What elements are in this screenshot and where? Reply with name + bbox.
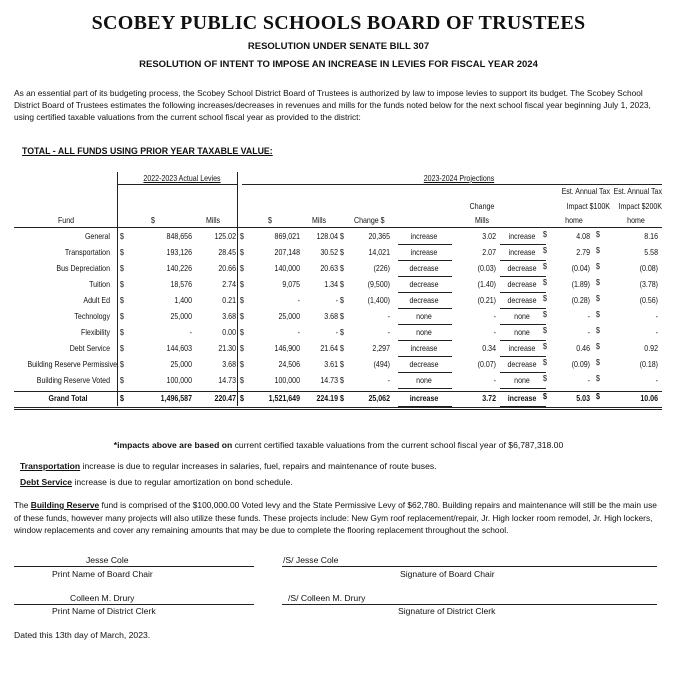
dollar-sign: $ [596,310,600,319]
dated-line: Dated this 13th day of March, 2023. [14,630,151,640]
dollar-sign: $ [120,328,124,337]
dollar-sign: $ [240,312,244,321]
clerk-name-line [14,604,254,605]
dollar-sign: $ [596,392,600,401]
group-header-actual: 2022-2023 Actual Levies [143,174,221,183]
change-amount: 20,365 [368,232,390,241]
change-amount: - [387,312,390,321]
prior-mills: 3.68 [222,360,236,369]
change-amount: - [387,328,390,337]
projected-amount: - [297,296,300,305]
mills-change: 3.02 [482,232,496,241]
impact-100k: 0.46 [576,344,590,353]
divider-fund [117,172,118,406]
dollar-sign: $ [120,232,124,241]
change-amount: (9,500) [367,280,390,289]
change-direction-underline [398,324,452,325]
impact-100k: 5.03 [576,394,590,403]
prior-amount: 100,000 [166,376,192,385]
mills-direction: decrease [507,296,537,305]
dollar-sign: $ [543,358,547,367]
projected-amount: 140,000 [274,264,300,273]
group-underline-projections [242,184,662,185]
chair-signature-line [282,566,657,567]
total-top-line [14,391,662,392]
header-impact200-line2: Impact $200K [618,202,662,211]
dollar-sign: $ [340,360,344,369]
dollar-sign: $ [240,376,244,385]
projected-mills: 30.52 [320,248,338,257]
header-prior-mills: Mills [206,216,221,225]
projected-mills: 3.61 [324,360,338,369]
mills-change: (0.03) [477,264,496,273]
debt-service-text: increase is due to regular amortization on bond schedule. [72,477,293,487]
prior-amount: 848,656 [166,232,192,241]
impact-200k: - [655,376,658,385]
projected-mills: 21.64 [320,344,338,353]
mills-direction-underline [500,324,546,325]
impact-200k: (3.78) [639,280,658,289]
dollar-sign: $ [120,248,124,257]
dollar-sign: $ [240,394,244,403]
change-direction: decrease [409,360,439,369]
dollar-sign: $ [340,232,344,241]
impact-200k: 0.92 [644,344,658,353]
debt-service-paragraph [20,477,660,487]
mills-direction: increase [508,232,536,241]
impact-200k: (0.56) [639,296,658,305]
prior-amount: 1,400 [174,296,192,305]
change-amount: 25,062 [368,394,390,403]
projected-mills: - [335,296,338,305]
mills-direction: increase [507,394,537,403]
intro-paragraph: As an essential part of its budgeting process, the Scobey School District Board of Trustees is authorized by law to impose levies to support its budget. The Scobey School District Board of Trustees estimates the following increases/decreases in revenues and mills for the funds noted below for the next school fiscal year beginning July 1, 2023, using certified taxable valuations from the current school fiscal year as provided to the district: [14,88,651,123]
fund-name: General [84,232,110,241]
mills-change: (1.40) [477,280,496,289]
dollar-sign: $ [120,344,124,353]
dollar-sign: $ [240,264,244,273]
prior-amount: 140,226 [166,264,192,273]
clerk-signature-line [282,604,657,605]
fund-name: Flexibility [81,328,110,337]
resolution-intent-subtitle: RESOLUTION OF INTENT TO IMPOSE AN INCREASE IN LEVIES FOR FISCAL YEAR 2024 [139,59,538,70]
impact-200k: 5.58 [644,248,658,257]
projected-amount: - [297,328,300,337]
dollar-sign: $ [340,296,344,305]
clerk-signature: /S/ Colleen M. Drury [288,593,366,603]
fund-name: Debt Service [69,344,110,353]
prior-amount: - [189,328,192,337]
dollar-sign: $ [240,280,244,289]
change-direction-underline [398,276,452,277]
mills-change: 3.72 [482,394,496,403]
fund-name: Transportation [64,248,110,257]
impact-100k: (1.89) [571,280,590,289]
header-impact200-line3: home [627,216,645,225]
building-reserve-pre: The [14,500,31,510]
prior-mills: 0.00 [222,328,236,337]
total-double-line [14,409,662,410]
change-direction: increase [409,394,439,403]
dollar-sign: $ [543,278,547,287]
dollar-sign: $ [596,294,600,303]
impact-200k: 10.06 [640,394,658,403]
document-title: SCOBEY PUBLIC SCHOOLS BOARD OF TRUSTEES [91,12,586,34]
dollar-sign: $ [543,374,547,383]
dollar-sign: $ [240,360,244,369]
fund-name: Tuition [89,280,110,289]
projected-mills: 128.04 [316,232,338,241]
dollar-sign: $ [543,310,547,319]
dollar-sign: $ [543,246,547,255]
header-impact100-line3: home [565,216,583,225]
dollar-sign: $ [340,312,344,321]
header-proj-dollar: $ [268,216,272,225]
transportation-text: increase is due to regular increases in salaries, fuel, repairs and maintenance of route buses. [80,461,437,471]
mills-direction: none [514,312,530,321]
change-direction-underline [398,340,452,341]
dollar-sign: $ [543,392,547,401]
dollar-sign: $ [596,246,600,255]
change-amount: (226) [373,264,390,273]
dollar-sign: $ [543,262,547,271]
change-amount: - [387,376,390,385]
impact-100k: (0.28) [571,296,590,305]
mills-direction: increase [508,344,536,353]
mills-change: - [493,328,496,337]
prior-amount: 193,126 [166,248,192,257]
fund-name: Technology [74,312,110,321]
mills-change: (0.21) [477,296,496,305]
dollar-sign: $ [596,262,600,271]
prior-mills: 21.30 [218,344,236,353]
dollar-sign: $ [596,374,600,383]
building-reserve-label: Building Reserve [30,500,100,510]
mills-direction: decrease [507,264,537,273]
prior-mills: 20.66 [218,264,236,273]
prior-amount: 18,576 [170,280,192,289]
change-direction-underline [398,260,452,261]
impact-100k: (0.09) [571,360,590,369]
change-direction: increase [410,248,438,257]
dollar-sign: $ [120,296,124,305]
header-change-mills-line2: Mills [474,216,490,225]
impact-100k: 2.79 [576,248,590,257]
building-reserve-paragraph [14,499,664,537]
prior-amount: 25,000 [170,360,192,369]
divider-actual [237,172,238,406]
change-direction: decrease [409,296,439,305]
projected-amount: 100,000 [274,376,300,385]
prior-mills: 14.73 [218,376,236,385]
projected-mills: 3.68 [324,312,338,321]
total-funds-heading: TOTAL - ALL FUNDS USING PRIOR YEAR TAXABLE VALUE: [22,146,273,156]
mills-direction: none [514,328,530,337]
impact-100k: - [587,312,590,321]
mills-direction: decrease [507,360,537,369]
projected-mills: 1.34 [324,280,338,289]
header-prior-dollar: $ [151,216,155,225]
transportation-label: Transportation [20,461,81,471]
transportation-paragraph [20,461,660,471]
mills-direction-underline [500,372,546,373]
dollar-sign: $ [543,230,547,239]
mills-change: - [493,312,496,321]
dollar-sign: $ [543,294,547,303]
impact-100k: (0.04) [571,264,590,273]
change-amount: (494) [373,360,390,369]
impact-200k: (0.18) [639,360,658,369]
fund-name: Bus Depreciation [56,264,110,273]
prior-amount: 144,603 [166,344,192,353]
dollar-sign: $ [240,232,244,241]
prior-mills: 2.74 [222,280,236,289]
projected-amount: 24,506 [278,360,300,369]
impact-200k: (0.08) [639,264,658,273]
impacts-note-bold: *impacts above are based on [113,440,233,450]
clerk-name-label: Print Name of District Clerk [52,606,156,616]
change-direction: decrease [409,264,439,273]
clerk-printed-name: Colleen M. Drury [70,593,135,603]
dollar-sign: $ [596,358,600,367]
mills-direction-underline [500,356,546,357]
fund-name: Building Reserve Voted [36,376,110,385]
dollar-sign: $ [240,344,244,353]
mills-direction-underline [500,308,546,309]
dollar-sign: $ [240,296,244,305]
mills-direction-underline [500,244,546,245]
dollar-sign: $ [120,280,124,289]
projected-amount: 9,075 [282,280,300,289]
header-proj-mills: Mills [312,216,327,225]
dollar-sign: $ [596,278,600,287]
change-direction: increase [410,344,438,353]
mills-direction: decrease [507,280,537,289]
prior-mills: 220.47 [214,394,236,403]
header-impact200-line1: Est. Annual Tax [613,187,662,196]
change-direction: none [416,312,432,321]
mills-direction-underline [500,340,546,341]
change-amount: 2,297 [372,344,390,353]
change-direction-underline [398,356,452,357]
mills-change: - [493,376,496,385]
header-fund: Fund [58,216,75,225]
change-direction-underline [398,244,452,245]
levies-table [14,172,662,408]
prior-amount: 25,000 [170,312,192,321]
dollar-sign: $ [240,328,244,337]
impact-100k: 4.08 [576,232,590,241]
dollar-sign: $ [340,264,344,273]
mills-direction-underline [500,276,546,277]
dollar-sign: $ [543,326,547,335]
chair-name-label: Print Name of Board Chair [52,569,153,579]
total-bottom-line [14,407,662,408]
dollar-sign: $ [596,326,600,335]
impacts-note [0,440,677,450]
group-header-projections: 2023-2024 Projections [423,174,495,183]
dollar-sign: $ [340,394,344,403]
mills-direction-underline [500,260,546,261]
projected-amount: 869,021 [274,232,300,241]
dollar-sign: $ [120,360,124,369]
dollar-sign: $ [120,264,124,273]
projected-mills: 14.73 [320,376,338,385]
impacts-note-text: current certified taxable valuations from the current school fiscal year of $6,787,318.00 [232,440,564,450]
dollar-sign: $ [543,342,547,351]
fund-name: Grand Total [48,394,88,403]
dollar-sign: $ [340,280,344,289]
mills-direction-underline [500,292,546,293]
projected-amount: 146,900 [274,344,300,353]
change-direction: decrease [409,280,439,289]
fund-name: Adult Ed [83,296,110,305]
chair-signature-label: Signature of Board Chair [400,569,495,579]
mills-change: 0.34 [482,344,496,353]
projected-amount: 1,521,649 [268,394,300,403]
prior-mills: 3.68 [222,312,236,321]
dollar-sign: $ [340,344,344,353]
chair-name-line [14,566,254,567]
change-direction-underline [398,388,452,389]
change-direction: increase [410,232,438,241]
resolution-subtitle: RESOLUTION UNDER SENATE BILL 307 [247,41,430,52]
dollar-sign: $ [340,376,344,385]
impact-100k: - [587,328,590,337]
header-bottom-line [14,227,662,228]
header-impact100-line1: Est. Annual Tax [561,187,610,196]
chair-signature: /S/ Jesse Cole [283,555,339,565]
projected-amount: 25,000 [278,312,300,321]
mills-direction: increase [508,248,536,257]
dollar-sign: $ [596,342,600,351]
dollar-sign: $ [120,376,124,385]
mills-direction-underline [500,388,546,389]
impact-200k: - [655,312,658,321]
prior-mills: 125.02 [214,232,236,241]
dollar-sign: $ [120,394,124,403]
change-amount: (1,400) [367,296,390,305]
debt-service-label: Debt Service [20,477,73,487]
impact-200k: 8.16 [644,232,658,241]
group-underline-actual [118,184,238,185]
prior-amount: 1,496,587 [160,394,192,403]
header-change-dollar: Change $ [354,216,385,225]
mills-change: 2.07 [482,248,496,257]
impact-100k: - [587,376,590,385]
header-impact100-line2: Impact $100K [566,202,610,211]
dollar-sign: $ [340,328,344,337]
prior-mills: 28.45 [218,248,236,257]
projected-amount: 207,148 [274,248,300,257]
projected-mills: 224.19 [316,394,338,403]
change-direction: none [416,376,432,385]
change-amount: 14,021 [368,248,390,257]
building-reserve-text: fund is comprised of the $100,000.00 Voted levy and the State Permissive Levy of $62,780. Building repairs and maintenance will still be the main use of these funds, however many projects will also utilize these funds. These projects include: New Gym roof replacement/repair, Jr. High locker room remodel, Jr. High lockers, window replacements and cover any remaining amounts that may be due to complete the flooring replacement throughout the school. [14,500,657,535]
dollar-sign: $ [340,248,344,257]
change-direction: none [416,328,432,337]
chair-printed-name: Jesse Cole [86,555,129,565]
dollar-sign: $ [240,248,244,257]
change-direction-underline [398,308,452,309]
change-direction-underline [398,372,452,373]
dollar-sign: $ [596,230,600,239]
fund-name: Building Reserve Permissive [27,360,118,369]
clerk-signature-label: Signature of District Clerk [398,606,496,616]
impact-200k: - [655,328,658,337]
mills-direction: none [514,376,530,385]
dollar-sign: $ [120,312,124,321]
mills-change: (0.07) [477,360,496,369]
projected-mills: 20.63 [320,264,338,273]
projected-mills: - [335,328,338,337]
prior-mills: 0.21 [222,296,236,305]
header-change-mills-line1: Change [469,202,495,211]
change-direction-underline [398,292,452,293]
